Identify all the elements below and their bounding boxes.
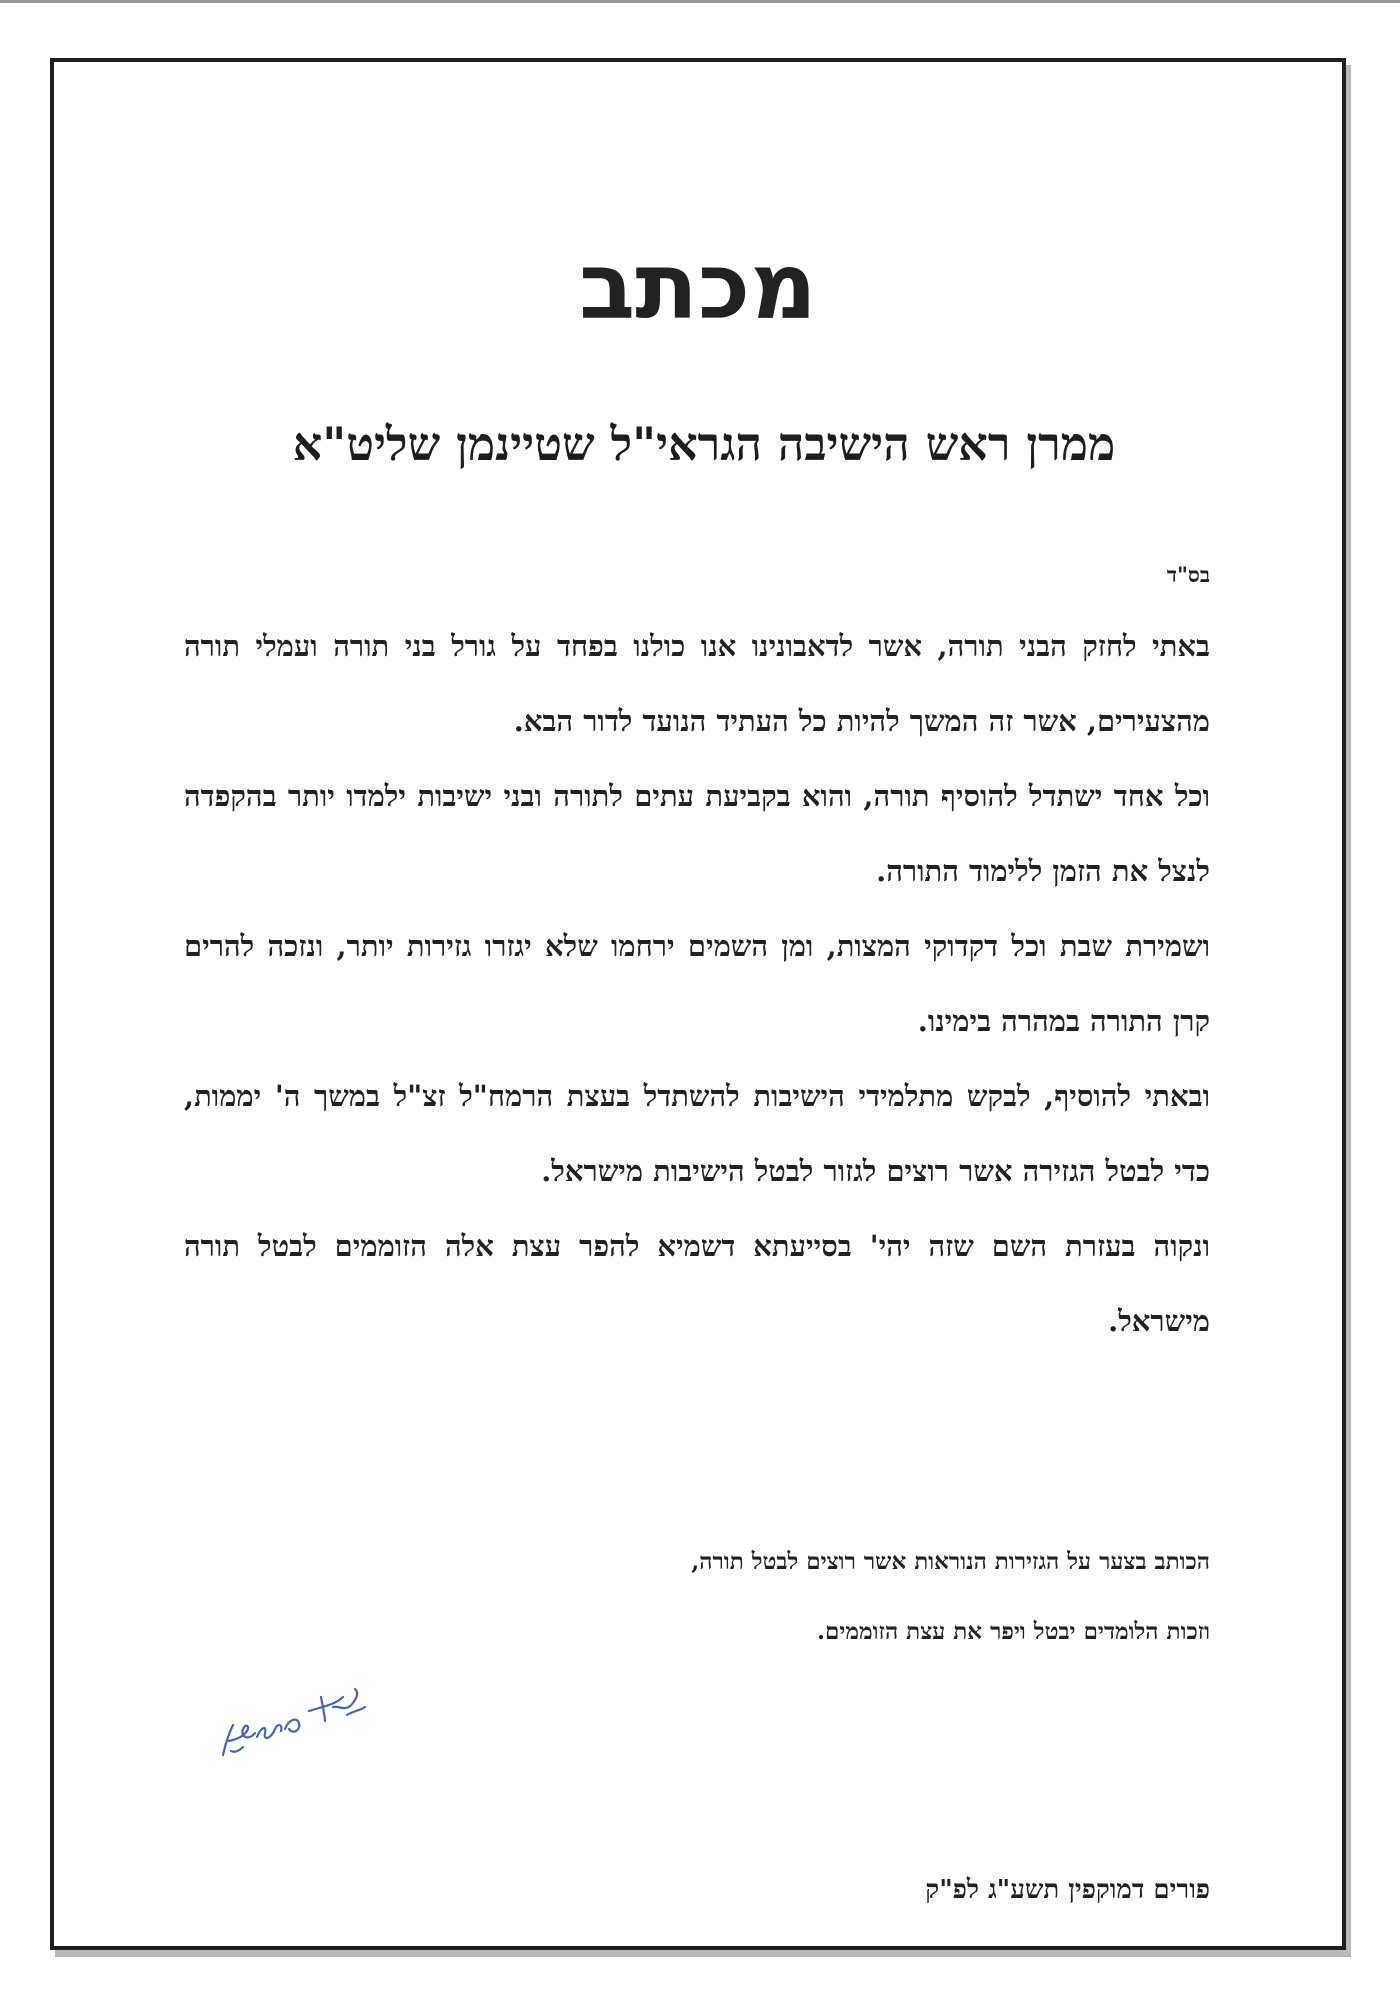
top-rule [0, 0, 1400, 3]
handwritten-signature [209, 1667, 409, 1767]
letter-body [184, 557, 1210, 1359]
letter-paragraph: ושמירת שבת וכל דקדוקי המצות, ומן השמים ירחמו שלא יגזרו גזירות יותר, ונזכה להרים קרן התורה במהרה בימינו. [184, 929, 1210, 1038]
letter-paragraph: וכל אחד ישתדל להוסיף תורה, והוא בקביעת עתים לתורה ובני ישיבות ילמדו יותר בהקפדה לנצל את הזמן ללימוד התורה. [184, 779, 1210, 888]
closing-line: הכותב בצער על הגזירות הנוראות אשר רוצים לבטל תורה, [691, 1548, 1210, 1575]
letter-paragraph: ובאתי להוסיף, לבקש מתלמידי הישיבות להשתדל בעצת הרמח"ל זצ"ל במשך ה' יממות, כדי לבטל הגזירה אשר רוצים לגזור לבטל הישיבות מישראל. [184, 1079, 1210, 1188]
closing-line: וזכות הלומדים יבטל ויפר את עצת הזוממים. [816, 1618, 1210, 1645]
letter-title: מכתב [579, 233, 817, 340]
letter-paragraph: באתי לחזק הבני תורה, אשר לדאבונינו אנו כולנו בפחד על גורל בני תורה ועמלי תורה מהצעירים, אשר זה המשך להיות כל העתיד הנועד לדור הבא. [184, 629, 1210, 738]
letter-paragraph: ונקוה בעזרת השם שזה יהי' בסייעתא דשמיא להפר עצת אלה הזוממים לבטל תורה מישראל. [184, 1229, 1210, 1338]
letter-subtitle: ממרן ראש הישיבה הגראי"ל שטיינמן שליט"א [292, 417, 1116, 471]
bsd-mark: בס"ד [1166, 562, 1210, 587]
letter-page [50, 58, 1346, 1950]
closing-block [354, 1527, 1210, 1667]
letter-date: פורים דמוקפין תשע"ג לפ"ק [925, 1875, 1210, 1905]
